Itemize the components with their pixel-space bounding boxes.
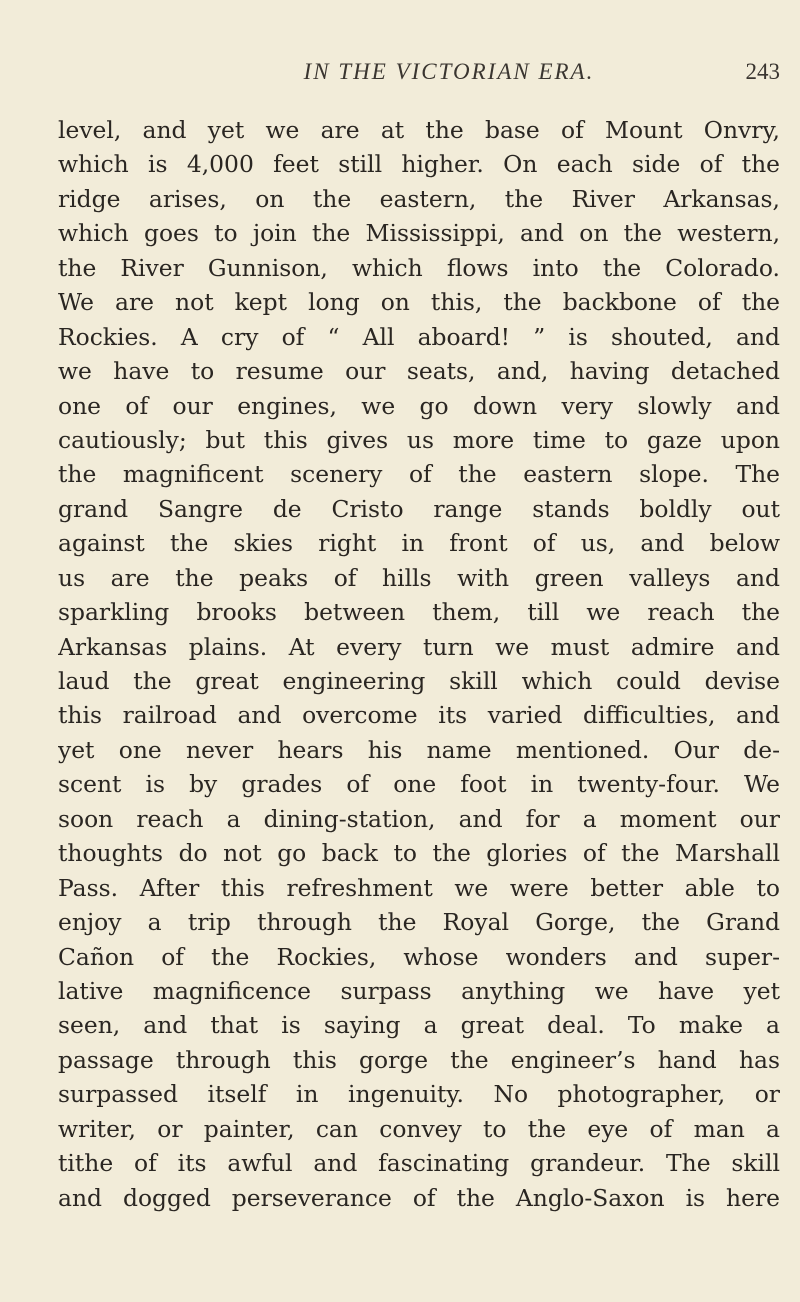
text-line: writer, or painter, can convey to the eye of man a xyxy=(58,1114,780,1143)
text-line: scent is by grades of one foot in twenty-four. We xyxy=(58,770,780,799)
text-line: enjoy a trip through the Royal Gorge, the Grand xyxy=(58,908,780,937)
text-line: seen, and that is saying a great deal. To make a xyxy=(58,1011,780,1040)
text-line: soon reach a dining-station, and for a moment our xyxy=(58,804,780,833)
text-line: sparkling brooks between them, till we reach the xyxy=(58,598,780,627)
text-line: thoughts do not go back to the glories of the Marshall xyxy=(58,839,780,868)
text-line: against the skies right in front of us, and below xyxy=(58,529,780,558)
text-line: we have to resume our seats, and, having detached xyxy=(58,357,780,386)
text-line: us are the peaks of hills with green valleys and xyxy=(58,563,780,592)
text-line: one of our engines, we go down very slowly and xyxy=(58,391,780,420)
running-head xyxy=(118,56,780,88)
text-line: Pass. After this refreshment we were better able to xyxy=(58,873,780,902)
page-number: 243 xyxy=(745,59,780,84)
text-line: which goes to join the Mississippi, and on the western, xyxy=(58,219,780,248)
text-line: grand Sangre de Cristo range stands boldly out xyxy=(58,494,780,523)
text-line: We are not kept long on this, the backbone of the xyxy=(58,288,780,317)
text-line: cautiously; but this gives us more time to gaze upon xyxy=(58,425,780,454)
text-line: passage through this gorge the engineer’s hand has xyxy=(58,1045,780,1074)
text-line: the River Gunnison, which flows into the Colorado. xyxy=(58,253,780,282)
text-line: and dogged perseverance of the Anglo-Saxon is here xyxy=(58,1183,780,1212)
text-line: laud the great engineering skill which could devise xyxy=(58,667,780,695)
text-line: level, and yet we are at the base of Mount Onvry, xyxy=(58,116,780,144)
body-text xyxy=(58,113,780,1215)
text-line: which is 4,000 feet still higher. On each side of the xyxy=(58,150,780,179)
text-line: yet one never hears his name mentioned. Our de- xyxy=(58,735,780,764)
text-line: the magnificent scenery of the eastern slope. The xyxy=(58,460,780,489)
running-title: IN THE VICTORIAN ERA. xyxy=(303,59,595,84)
text-line: Cañon of the Rockies, whose wonders and super- xyxy=(58,942,780,971)
text-line: tithe of its awful and fascinating grandeur. The skill xyxy=(58,1149,780,1178)
text-line: ridge arises, on the eastern, the River Arkansas, xyxy=(58,184,780,213)
text-line: surpassed itself in ingenuity. No photographer, or xyxy=(58,1080,780,1109)
text-line: Arkansas plains. At every turn we must admire and xyxy=(58,632,780,661)
text-line: this railroad and overcome its varied difficulties, and xyxy=(58,701,780,730)
text-line: Rockies. A cry of “ All aboard! ” is shouted, and xyxy=(58,322,780,351)
text-line: lative magnificence surpass anything we have yet xyxy=(58,976,780,1005)
